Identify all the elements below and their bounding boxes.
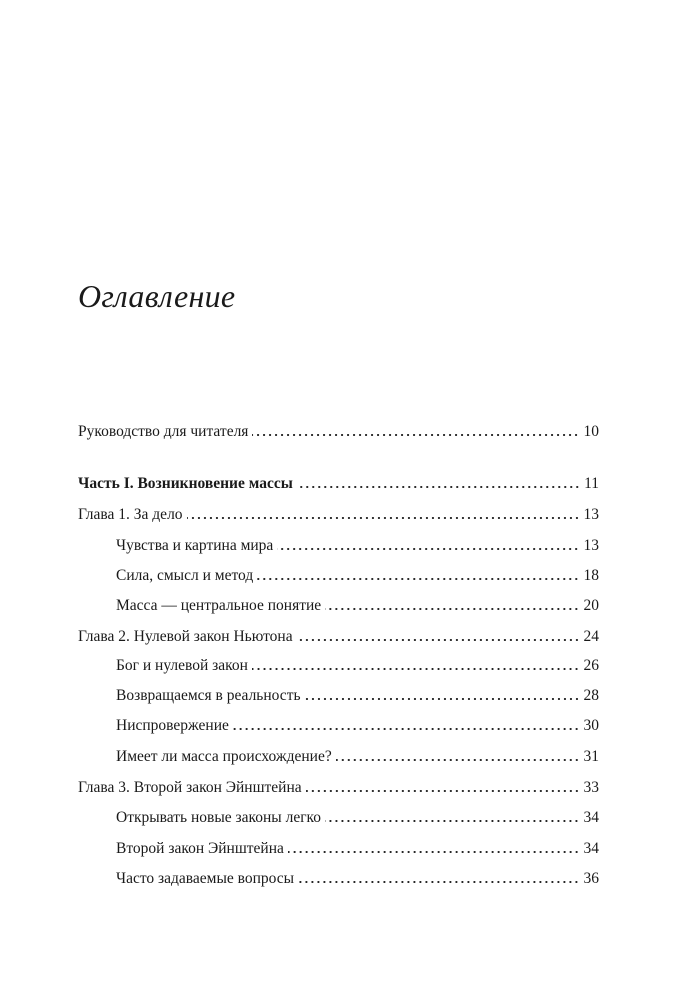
toc-entry-title: Ниспровержение [116, 717, 229, 734]
dot-leader [233, 723, 580, 735]
toc-section-entry [116, 566, 599, 586]
toc-section-entry [116, 869, 599, 889]
dot-leader [298, 876, 579, 888]
toc-entry-page: 24 [583, 628, 599, 645]
toc-entry [78, 422, 599, 442]
toc-entry-page: 13 [583, 537, 599, 554]
toc-section-entry [116, 808, 599, 828]
toc-section-entry [116, 596, 599, 616]
dot-leader [325, 603, 579, 615]
toc-entry-title: Возвращаемся в реальность [116, 687, 301, 704]
toc-part-entry [78, 474, 599, 494]
toc-entry-title: Часто задаваемые вопросы [116, 870, 295, 887]
toc-section-entry [116, 747, 599, 767]
toc-entry-title: Глава 3. Второй закон Эйнштейна [78, 779, 302, 796]
toc-entry-page: 13 [583, 506, 599, 523]
toc-entry-page: 36 [583, 870, 599, 887]
toc-entry-page: 34 [583, 840, 599, 857]
toc-section-entry [116, 656, 599, 676]
dot-leader [336, 754, 580, 766]
dot-leader [297, 481, 580, 493]
toc-entry-title: Масса — центральное понятие [116, 597, 322, 614]
dot-leader [288, 846, 580, 858]
page-title: Оглавление [78, 278, 236, 314]
toc-entry-page: 26 [583, 657, 599, 674]
dot-leader [305, 693, 580, 705]
toc-chapter-entry [78, 505, 599, 525]
dot-leader [325, 815, 579, 827]
toc-entry-title: Часть I. Возникновение массы [78, 475, 293, 492]
toc-entry-page: 31 [583, 748, 599, 765]
dot-leader [297, 634, 580, 646]
toc-entry-page: 18 [583, 567, 599, 584]
toc-chapter-entry [78, 778, 599, 798]
toc-entry-title: Бог и нулевой закон [116, 657, 248, 674]
dot-leader [257, 573, 579, 585]
toc-entry-title: Открывать новые законы легко [116, 809, 322, 826]
toc-chapter-entry [78, 627, 599, 647]
dot-leader [277, 543, 579, 555]
dot-leader [252, 429, 579, 441]
toc-section-entry [116, 716, 599, 736]
dot-leader [252, 663, 580, 675]
toc-entry-page: 28 [583, 687, 599, 704]
toc-entry-page: 33 [583, 779, 599, 796]
toc-entry-page: 10 [583, 423, 599, 440]
toc-entry-title: Глава 1. За дело [78, 506, 183, 523]
toc-entry-page: 34 [583, 809, 599, 826]
toc-entry-title: Имеет ли масса происхождение? [116, 748, 332, 765]
toc-entry-page: 30 [583, 717, 599, 734]
toc-section-entry [116, 536, 599, 556]
toc-entry-title: Руководство для читателя [78, 423, 249, 440]
toc-section-entry [116, 839, 599, 859]
toc-entry-title: Второй закон Эйнштейна [116, 840, 284, 857]
toc-entry-title: Глава 2. Нулевой закон Ньютона [78, 628, 293, 645]
dot-leader [187, 512, 580, 524]
toc-section-entry [116, 686, 599, 706]
dot-leader [306, 785, 580, 797]
toc-entry-title: Чувства и картина мира [116, 537, 274, 554]
toc-entry-page: 11 [584, 475, 599, 492]
toc-entry-page: 20 [583, 597, 599, 614]
toc-entry-title: Сила, смысл и метод [116, 567, 254, 584]
